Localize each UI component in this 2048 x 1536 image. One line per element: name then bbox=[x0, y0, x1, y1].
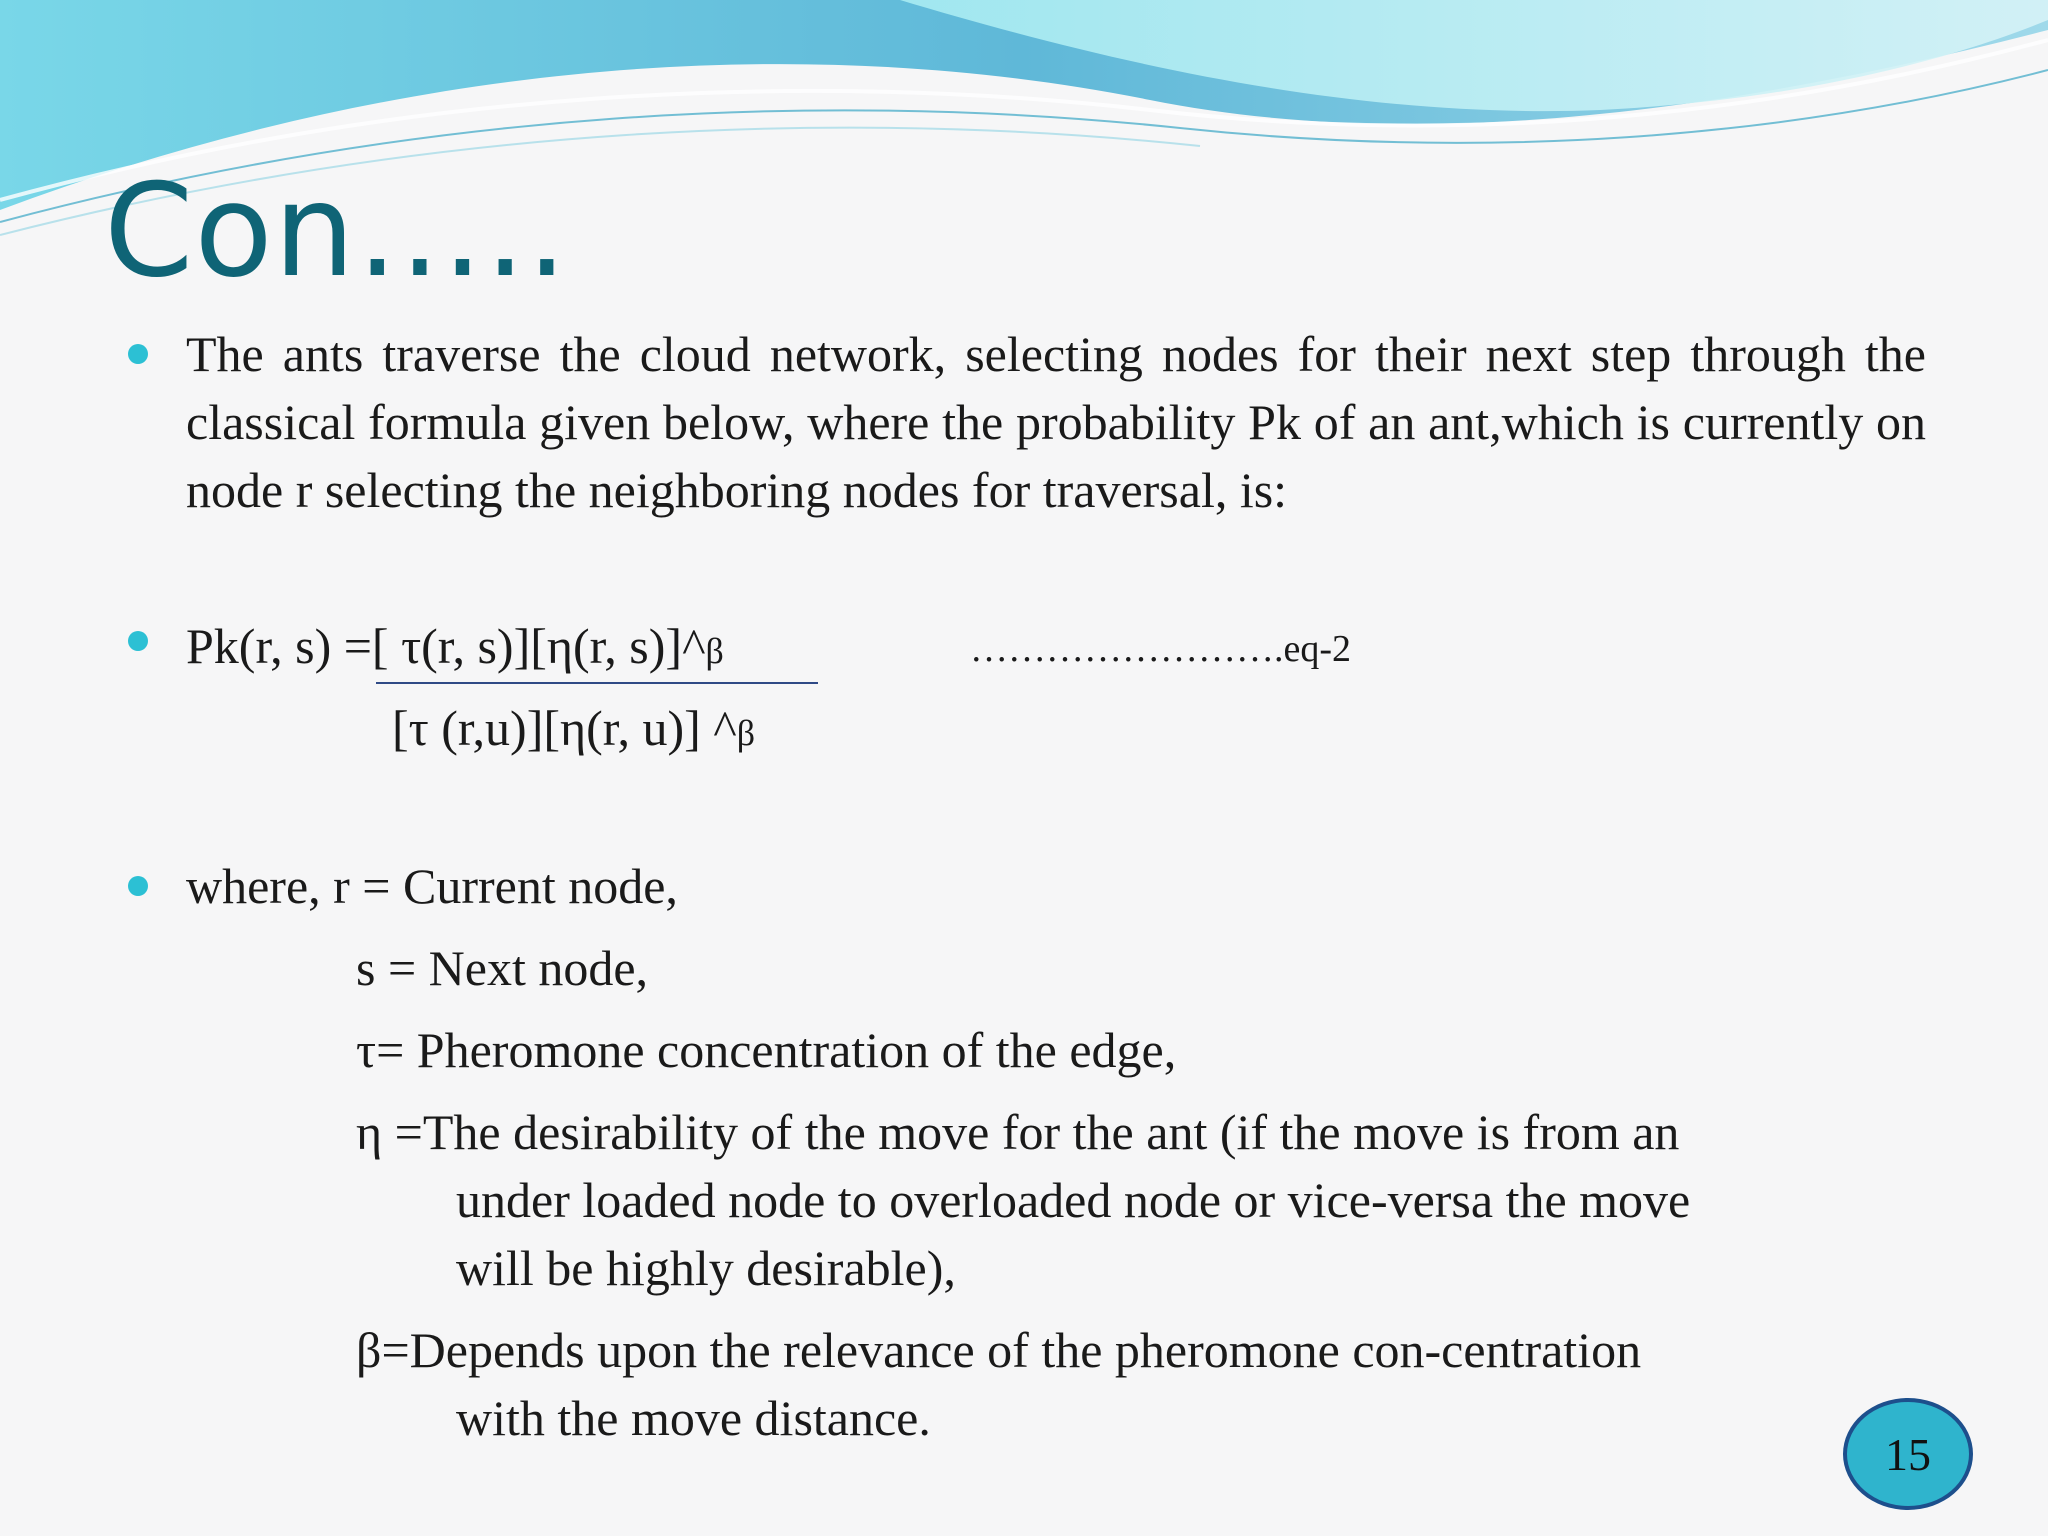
equation-numerator bbox=[186, 612, 724, 685]
definition-beta-first-line bbox=[356, 1316, 1926, 1384]
equation-label: …………………….eq-2 bbox=[970, 628, 1352, 670]
equation-denominator bbox=[392, 694, 755, 767]
definition-eta bbox=[356, 1098, 1926, 1302]
definition-tau: τ= Pheromone concentration of the edge, bbox=[356, 1022, 1177, 1078]
beta-text-line2: with the move distance. bbox=[456, 1390, 931, 1446]
equation-denominator-beta: β bbox=[736, 713, 756, 753]
equation-numerator-beta: β bbox=[705, 631, 724, 671]
where-intro: where, r = Current node, bbox=[186, 858, 678, 914]
beta-text-line1: Depends upon the relevance of the pheromone con-centration bbox=[409, 1322, 1642, 1378]
fraction-bar bbox=[376, 682, 818, 684]
eta-text-line1: The desirability of the move for the ant (if the move is from an bbox=[422, 1104, 1680, 1160]
intro-paragraph: The ants traverse the cloud network, selecting nodes for their next step through the classical formula given below, where the probability Pk of an ant,which is currently on node r selecting the neighboring nodes for traversal, is: bbox=[186, 326, 1926, 518]
equation-denominator-text: [τ (r,u)][η(r, u)] ^ bbox=[392, 700, 737, 756]
page-number: 15 bbox=[1885, 1428, 1931, 1480]
bullet-marker bbox=[128, 344, 148, 364]
definition-eta-first-line bbox=[356, 1098, 1926, 1166]
bullet-marker bbox=[128, 876, 148, 896]
bullet-marker bbox=[128, 631, 148, 651]
definition-beta bbox=[356, 1316, 1926, 1452]
eta-text-line2: under loaded node to overloaded node or vice-versa the move bbox=[456, 1172, 1691, 1228]
equation-numerator-text: Pk(r, s) =[ τ(r, s)][η(r, s)]^ bbox=[186, 618, 706, 674]
beta-symbol: β= bbox=[356, 1322, 410, 1378]
eta-text-line3: will be highly desirable), bbox=[456, 1240, 956, 1296]
page-number-badge bbox=[1843, 1398, 1973, 1510]
eta-symbol: η = bbox=[356, 1104, 423, 1160]
slide-title: Con….. bbox=[104, 157, 569, 306]
definition-s: s = Next node, bbox=[356, 940, 649, 996]
